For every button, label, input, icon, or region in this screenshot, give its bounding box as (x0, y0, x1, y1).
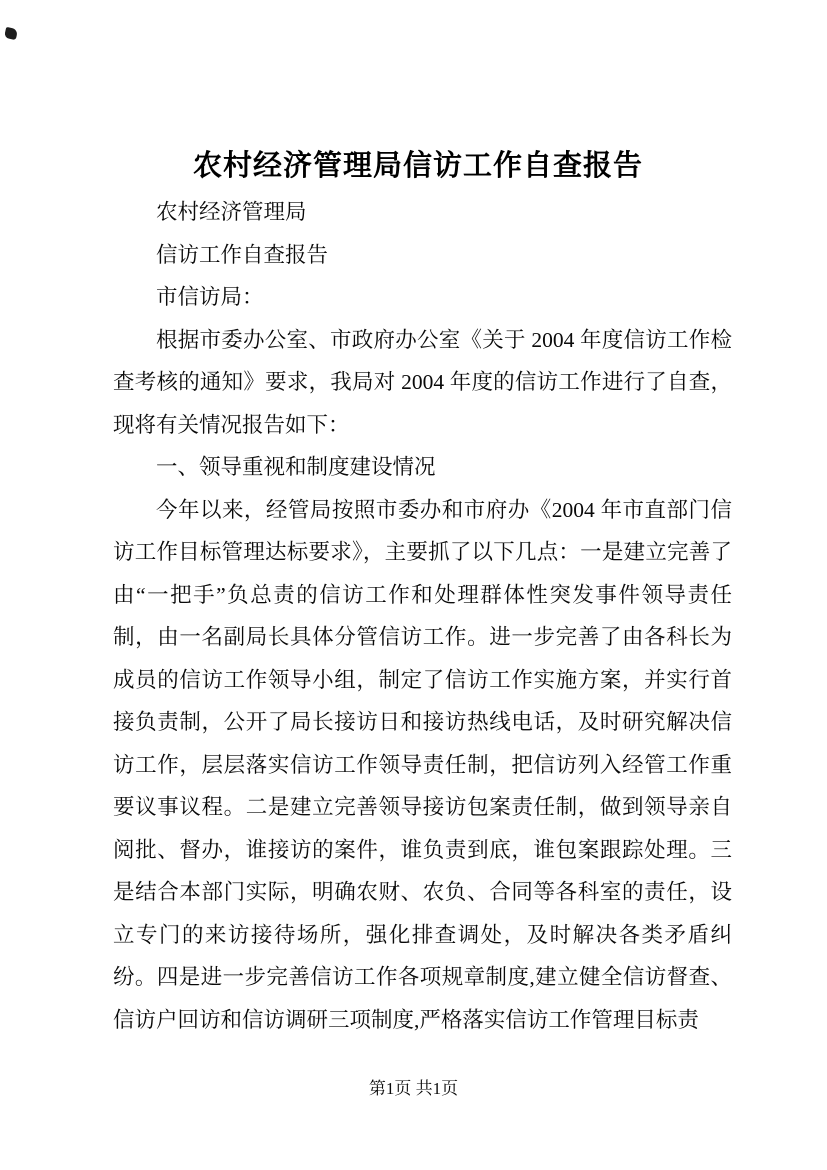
paragraph-subtitle: 信访工作自查报告 (156, 242, 329, 267)
paragraph-org-name: 农村经济管理局 (156, 200, 307, 224)
paragraph-intro: 根据市委办公室、市政府办公室《关于 2004 年度信访工作检查考核的通知》要求，我局对 2004 年度的信访工作进行了自查，现将有关情况报告如下： (113, 327, 732, 437)
scan-artifact-mark (4, 27, 18, 40)
paragraph-section-body: 今年以来，经管局按照市委办和市府办《2004 年市直部门信访工作目标管理达标要求》，主要抓了以下几点：一是建立完善了由“一把手”负总责的信访工作和处理群体性突发事件领导责任制，由一名副局长具体分管信访工作。进一步完善了由各科长为成员的信访工作领导小组，制定了信访工作实施方案，并实行首接负责制，公开了局长接访日和接访热线电话，及时研究解决信访工作，层层落实信访工作领导责任制，把信访列入经管工作重要议事议程。二是建立完善领导接访包案责任制，做到领导亲自阅批、督办，谁接访的案件，谁负责到底，谁包案跟踪处理。三是结合本部门实际，明确农财、农负、合同等各科室的责任，设立专门的来访接待场所，强化排查调处，及时解决各类矛盾纠纷。四是进一步完善信访工作各项规章制度,建立健全信访督查、信访户回访和信访调研三项制度,严格落实信访工作管理目标责 (113, 497, 732, 1032)
paragraph-section-heading: 一、领导重视和制度建设情况 (156, 455, 436, 479)
document-title: 农村经济管理局信访工作自查报告 (192, 150, 643, 182)
document-body (113, 191, 732, 1041)
paragraph-salutation: 市信访局： (156, 285, 264, 309)
page-footer: 第1页 共1页 (368, 1079, 459, 1098)
